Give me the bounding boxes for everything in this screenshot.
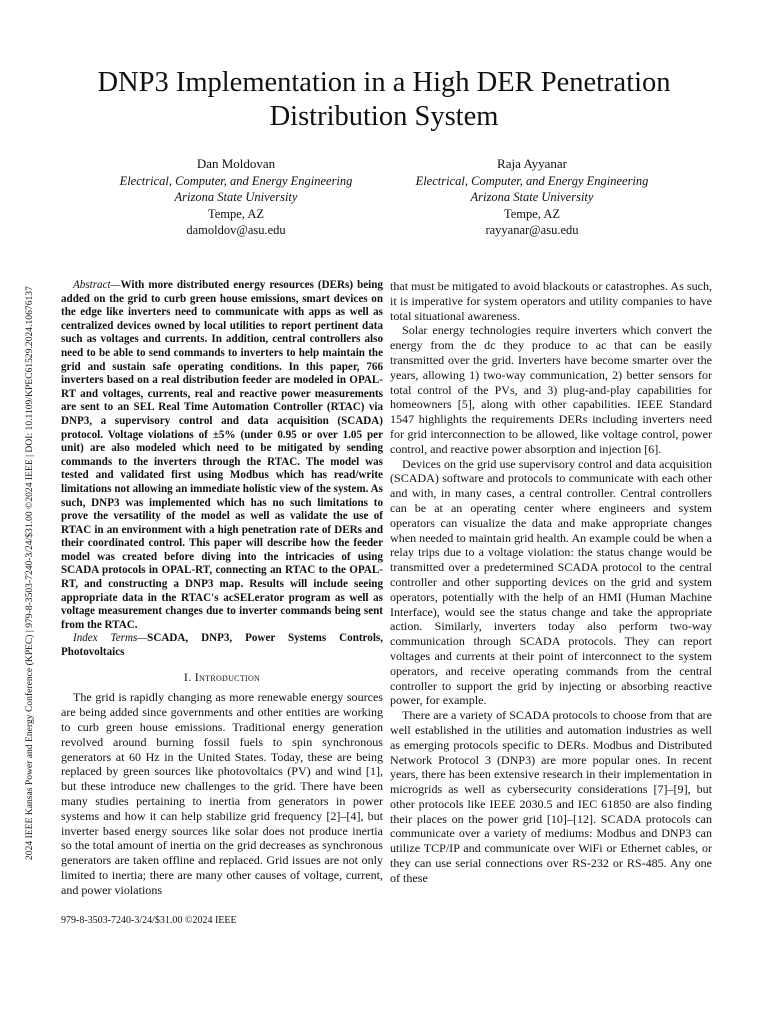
section-heading: I. Introduction	[183, 669, 261, 684]
body-paragraph: Devices on the grid use supervisory control and data acquisition (SCADA) software and protocols to communicate with each other and with, in many cases, a central controller. Central controllers can be at an operating center where engineers and system operators can visualize the data and make appropriate changes when needed to maintain grid health. An example could be when a relay trips due to a voltage violation: the status change would be transmitted over a predetermined SCADA protocol to the central controller and other supporting devices on the grid and system operators, potentially with the help of an HMI (Human Machine Interface), would see the status change and take the appropriate action. Similarly, inverters today also perform two-way communication through SCADA protocols. They can report voltages and currents at their point of interconnect to the system operators, and receive operating commands from the central controller to support the grid by injecting or absorbing reactive power, for example.	[390, 456, 712, 708]
author-name: Raja Ayyanar	[497, 156, 567, 171]
author-location: Tempe, AZ	[503, 206, 561, 221]
body-paragraph: There are a variety of SCADA protocols to choose from that are well established in the utilities and automation industries as well as emerging protocols specific to DERs. Modbus and Distributed Network Protocol 3 (DNP3) are more popular ones. In recent years, there has been extensive research in their implementation in microgrids as well as cybersecurity considerations [7]–[9], but other protocols like IEEE 2030.5 and IEC 61850 are also finding their places on the power grid [10]–[12]. SCADA protocols can communicate over a variety of mediums: Modbus and DNP3 can utilize TCP/IP and communicate over WiFi or Ethernet cables, or they can use serial connections over RS-232 or RS-485. Any one of these	[390, 708, 712, 885]
author-email: rayyanar@asu.edu	[485, 223, 579, 237]
abstract-label: Abstract—	[73, 279, 121, 291]
copyright-footer: 979-8-3503-7240-3/24/$31.00 ©2024 IEEE	[61, 915, 237, 926]
abstract-text: With more distributed energy resources (DERs) being added on the grid to curb green house emissions, smart devices on the edge like inverters need to communicate with apps as well as centralized devices owned by local utilities to report pertinent data such as voltages and currents. In addition, central controllers also need to be able to send commands to inverters to help maintain the grid and sustain safe operating conditions. In this paper, 766 inverters based on a real distribution feeder are modeled in OPAL-RT and voltages, currents, real and reactive power measurements are sent to an SEL Real Time Automation Controller (RTAC) via DNP3, a supervisory control and data acquisition (SCADA) protocol. Voltage violations of ±5% (under 0.95 or over 1.05 per unit) are also modeled which need to be mitigated by sending commands to the inverters through the RTAC. The model was tested and validated first using Modbus which has read/write limitations not allowing an immediate holistic view of the system. As such, DNP3 was implemented which has no such limitations to prove the versatility of the model as well as validate the use of RTAC in an environment with a high penetration rate of DERs and their coordinated control. This paper will describe how the feeder model was created before diving into the intricacies of using SCADA protocols in OPAL-RT, connecting an RTAC to the OPAL-RT, and constructing a DNP3 map. Results will include seeing appropriate data in the RTAC's acSELerator program as well as voltage measurement changes due to inverter commands being sent from the RTAC.	[61, 279, 383, 631]
author-name: Dan Moldovan	[196, 156, 276, 171]
conference-side-note: 2024 IEEE Kansas Power and Energy Conference (KPEC) | 979-8-3503-7240-3/24/$31.00 ©2024 IEEE | DOI: 10.1109/KPEC61529.2024.10676137	[24, 286, 35, 860]
body-paragraph: Solar energy technologies require inverters which convert the energy from the dc they produce to ac that can be easily transmitted over the grid. Inverters have become smarter over the years, allowing 1) two-way communication, 2) better sensors for total control of the PVs, and 3) plug-and-play capabilities for homeowners [5], along with other capabilities. IEEE Standard 1547 highlights the requirements DERs including inverters need for grid interconnection to be allowed, like voltage control, power control, and reactive power absorption and injection [6].	[390, 323, 712, 456]
author-block-1	[100, 156, 372, 239]
index-terms-label: Index Terms—	[73, 632, 148, 645]
abstract	[61, 279, 383, 632]
index-terms-text: SCADA, DNP3, Power Systems Controls, Photovoltaics	[61, 632, 384, 659]
index-terms	[61, 632, 383, 659]
author-block-2	[396, 156, 668, 239]
paper-title: DNP3 Implementation in a High DER Penetration Distribution System	[97, 67, 671, 132]
body-paragraph: that must be mitigated to avoid blackouts or catastrophes. As such, it is imperative for system operators and utility companies to have total situational awareness.	[390, 279, 712, 323]
author-department: Electrical, Computer, and Energy Engineering	[415, 173, 649, 188]
author-department: Electrical, Computer, and Energy Engineering	[119, 173, 353, 188]
right-column	[390, 279, 712, 886]
author-email: damoldov@asu.edu	[186, 223, 286, 237]
author-location: Tempe, AZ	[207, 206, 265, 221]
author-institution: Arizona State University	[470, 190, 594, 204]
left-column	[61, 279, 383, 898]
body-paragraph: The grid is rapidly changing as more renewable energy sources are being added since governments and other entities are working to curb green house emissions. Traditional energy generation revolved around burning fossil fuels to spin synchronous generators at 60 Hz in the United States. Today, these are being replaced by green sources like photovoltaics (PV) and wind [1], but these introduce new challenges to the grid. There have been many studies pertaining to inertia from generators in power systems and how it can help stabilize grid frequency [2]–[4], but inverter based energy sources like solar does not produce inertia so the total amount of inertia on the grid decreases as synchronous generators are taken offline and replaced. Grid issues are not only limited to inertia; there are many other causes of voltage, current, and power violations	[61, 690, 383, 897]
author-institution: Arizona State University	[174, 190, 298, 204]
